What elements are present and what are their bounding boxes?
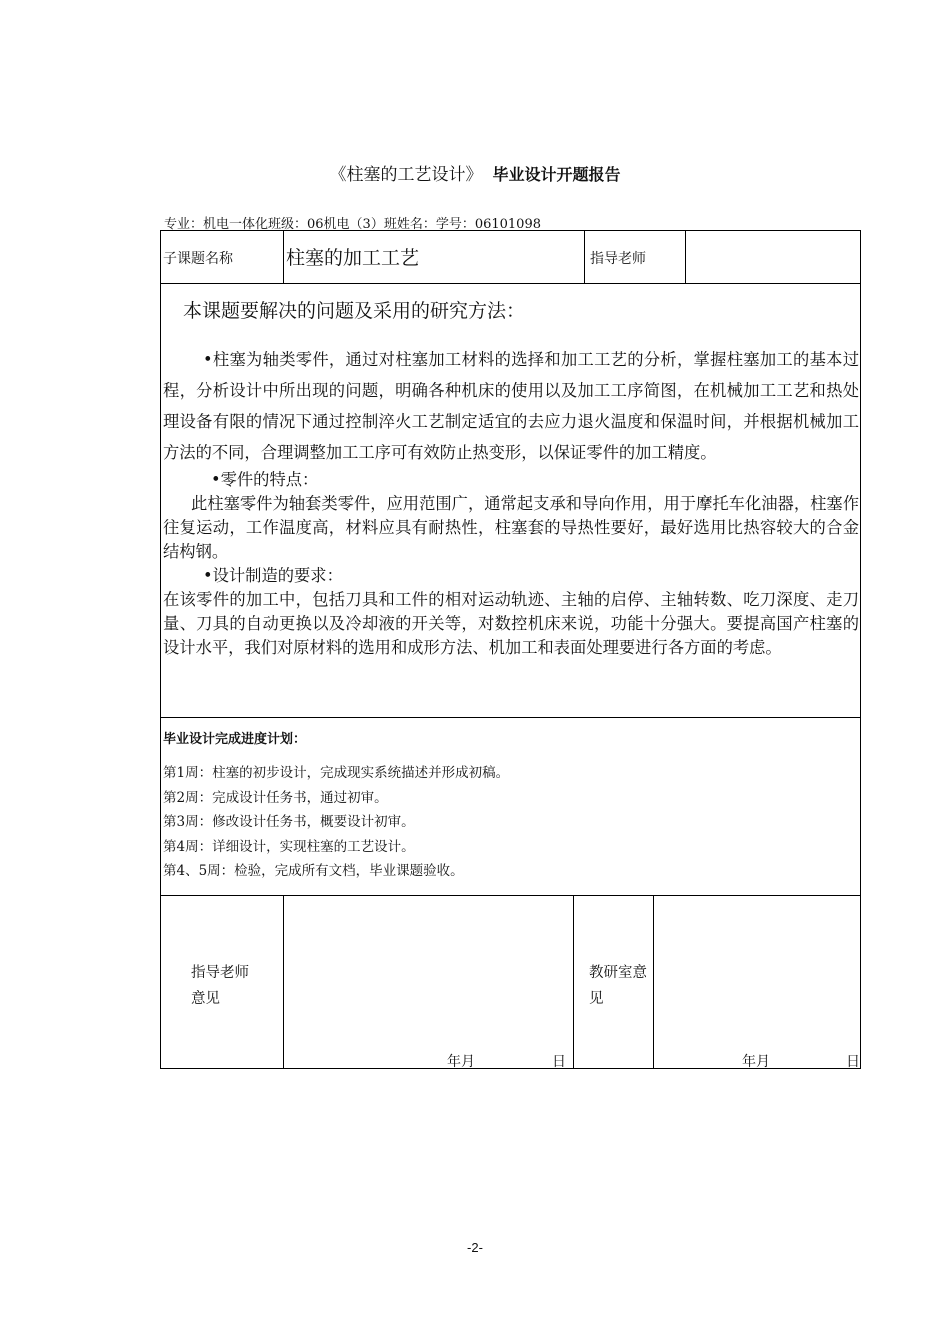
plan-list	[163, 761, 509, 884]
advisor-label: 指导老师	[585, 231, 686, 283]
dept-opinion-label-line-1: 教研室意	[589, 965, 647, 981]
advisor-opinion-label-cell	[161, 896, 284, 1068]
page-number: -2-	[467, 1240, 483, 1255]
dept-opinion-label-line-2: 见	[589, 991, 604, 1007]
dept-date-year-month: 年月	[742, 1054, 770, 1070]
title-book: 《柱塞的工艺设计》	[329, 165, 483, 185]
document-title	[0, 160, 950, 185]
requirements-paragraph: 在该零件的加工中，包括刀具和工件的相对运动轨迹、主轴的启停、主轴转数、吃刀深度、走刀量、刀具的自动更换以及冷却液的开关等，对数控机床来说，功能十分强大。要提高国产柱塞的设计水平，我们对原材料的选用和成形方法、机加工和表面处理要进行各方面的考虑。	[163, 590, 859, 657]
topic-label: 子课题名称	[161, 231, 284, 283]
advisor-opinion-cell	[284, 896, 574, 1068]
advisor-opinion-label-line-2: 意见	[191, 991, 220, 1007]
title-label: 毕业设计开题报告	[492, 165, 621, 184]
dept-opinion-label-cell	[574, 896, 654, 1068]
advisor-opinion-label-line-1: 指导老师	[191, 965, 249, 981]
topic-value: 柱塞的加工工艺	[284, 231, 585, 283]
report-form	[160, 230, 861, 1069]
research-section	[161, 284, 860, 718]
plan-item: 第4、5周：检验，完成所有文档，毕业课题验收。	[163, 863, 464, 879]
plan-item: 第2周：完成设计任务书，通过初审。	[163, 789, 388, 806]
dept-opinion-cell	[654, 896, 861, 1068]
plan-item: 第1周：柱塞的初步设计，完成现实系统描述并形成初稿。	[163, 765, 510, 781]
advisor-date-year-month: 年月	[447, 1054, 475, 1070]
research-body	[163, 344, 859, 660]
plan-item: 第3周：修改设计任务书，概要设计初审。	[163, 814, 415, 830]
research-paragraph-1: •柱塞为轴类零件，通过对柱塞加工材料的选择和加工工艺的分析，掌握柱塞加工的基本过程，分析设计中所出现的问题，明确各种机床的使用以及加工工序简图，在机械加工工艺和热处理设备有限的情况下通过控制淬火工艺制定适宜的去应力退火温度和保温时间，并根据机械加工方法的不同，合理调整加工工序可有效防止热变形，以保证零件的加工精度。	[163, 350, 859, 462]
opinions-row	[161, 896, 860, 1068]
research-heading: 本课题要解决的问题及采用的研究方法：	[183, 300, 526, 322]
features-heading: •零件的特点：	[211, 470, 319, 489]
advisor-value	[686, 231, 861, 283]
features-paragraph: 此柱塞零件为轴套类零件，应用范围广，通常起支承和导向作用，用于摩托车化油器，柱塞作往复运动，工作温度高，材料应具有耐热性，柱塞套的导热性要好，最好选用比热容较大的合金结构钢。	[163, 494, 859, 561]
plan-section	[161, 718, 860, 896]
requirements-heading: •设计制造的要求：	[203, 566, 343, 585]
dept-date-day: 日	[846, 1054, 860, 1070]
plan-heading: 毕业设计完成进度计划：	[163, 732, 307, 747]
plan-item: 第4周：详细设计，实现柱塞的工艺设计。	[163, 838, 415, 855]
student-info-line: 专业：机电一体化班级：06机电（3）班姓名：学号：06101098	[164, 217, 541, 232]
header-row	[161, 231, 860, 284]
advisor-date-day: 日	[552, 1054, 566, 1070]
